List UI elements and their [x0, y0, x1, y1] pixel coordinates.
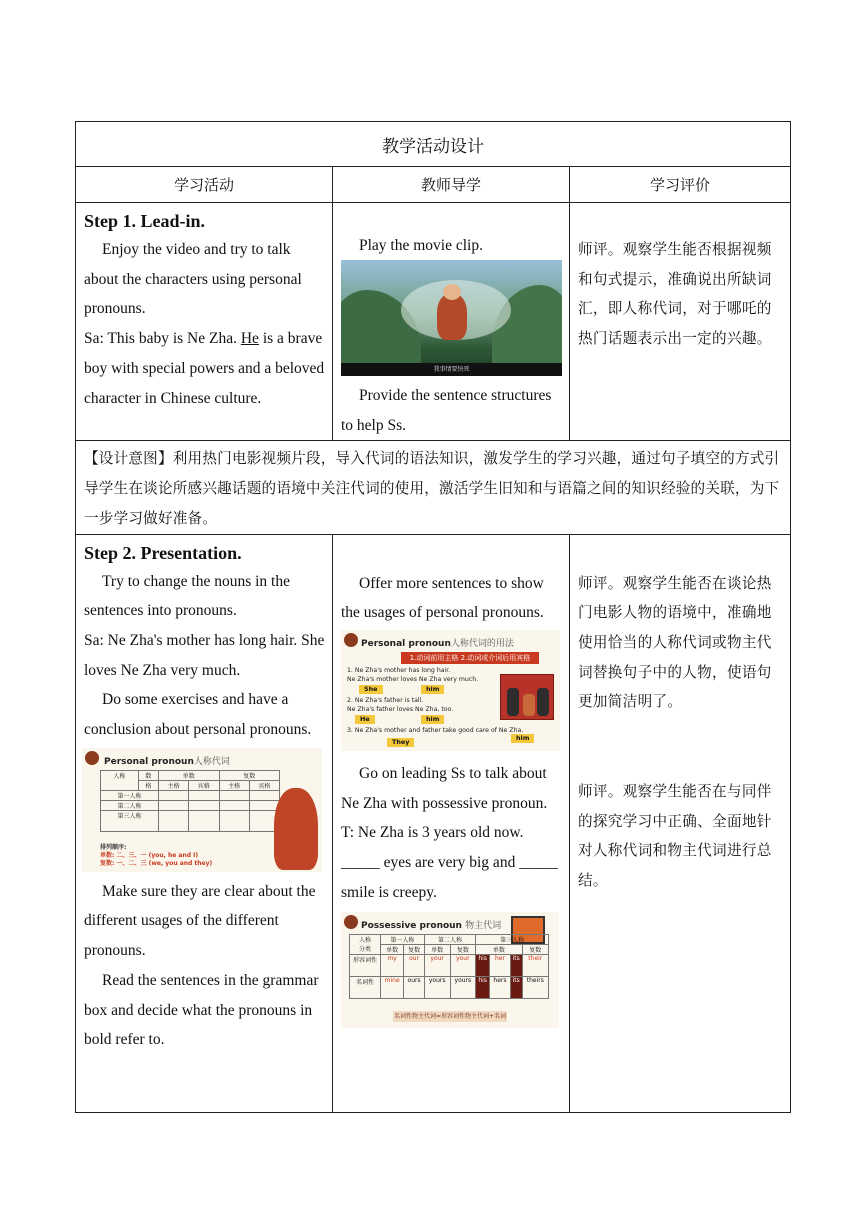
step2-heading: Step 2. Presentation. — [84, 542, 242, 563]
step1-guide-cell — [333, 203, 570, 441]
step1-sa-example — [84, 324, 326, 413]
sa-text-start: Sa: This baby is Ne Zha. — [84, 330, 241, 348]
table-title: 教学活动设计 — [76, 122, 791, 167]
personal-pronoun-table: 人称 数 单数 复数 格 主格 宾格 主格 宾格 第一人称 第二人称 第三人称 — [100, 770, 280, 832]
step2-guide-t-example: T: Ne Zha is 3 years old now. _____ eyes are very big and _____ smile is creepy. — [341, 824, 558, 901]
answer-tag: him — [421, 685, 444, 694]
step2-guide-cell — [333, 534, 570, 1112]
mascot-badge-icon — [344, 915, 358, 929]
usage-rule-bar: 1.动词前用主格 2.动词或介词后用宾格 — [401, 652, 539, 664]
ordering-note: 排列顺序: 单数: 二、三、一 (you, he and I) 复数: 一、二、三 (we, you and they) — [100, 843, 213, 867]
step2-sa-example: Sa: Ne Zha's mother has long hair. She loves Ne Zha very much. — [84, 631, 325, 679]
family-scene-image — [500, 674, 554, 720]
mascot-badge-icon — [85, 751, 99, 765]
step1-evaluation: 师评。观察学生能否根据视频和句式提示，准确说出所缺词汇，即人称代词，对于哪吒的热门话题表示出一定的兴趣。 — [578, 241, 772, 348]
answer-tag: She — [359, 685, 383, 694]
sa-text-end: is a brave boy with special powers and a beloved character in Chinese culture. — [84, 330, 325, 407]
personal-pronoun-usage-slide — [341, 630, 560, 751]
step2-activity-text-2: Do some exercises and have a conclusion about personal pronouns. — [84, 691, 312, 739]
step2-activity-cell — [76, 534, 333, 1112]
example-line: Ne Zha's father loves Ne Zha, too. — [347, 705, 454, 713]
answer-tag: him — [511, 734, 534, 743]
design-intent: 【设计意图】利用热门电影视频片段，导入代词的语法知识，激发学生的学习兴趣，通过句子填空的方式引导学生在谈论所感兴趣话题的语境中关注代词的使用，激活学生旧知和与语篇之间的知识经验的关联，为下一步学习做好准备。 — [76, 441, 791, 534]
step2-guide-text-1: Offer more sentences to show the usages of personal pronouns. — [341, 574, 544, 622]
possessive-pronoun-table: 人称 分类 第一人称 第二人称 第三人称 单数 复数 单数 复数 单数 复数 形容词性 my our your your his her its their 名词性 mine ours yours yours his hers its theirs — [349, 934, 549, 999]
personal-pronoun-table-slide — [82, 748, 322, 872]
step1-activity-cell — [76, 203, 333, 441]
slide-title: Personal pronoun人称代词 — [104, 756, 230, 767]
mascot-badge-icon — [344, 633, 358, 647]
step1-guide-text: Play the movie clip. — [359, 237, 483, 254]
possessive-pronoun-slide — [341, 912, 559, 1028]
step2-activity-text-3: Make sure they are clear about the different usages of the different pronouns. — [84, 882, 316, 960]
step1-eval-cell — [570, 203, 791, 441]
header-learning-activity: 学习活动 — [76, 167, 333, 203]
answer-tag: He — [355, 715, 375, 724]
step2-guide-text-2: Go on leading Ss to talk about Ne Zha with possessive pronoun. — [341, 764, 548, 812]
movie-subtitle: 我事情要快死 — [341, 363, 562, 376]
step2-activity-text-1: Try to change the nouns in the sentences into pronouns. — [84, 572, 290, 620]
step1-guide-text-2: Provide the sentence structures to help Ss. — [341, 387, 552, 434]
example-line: 1. Ne Zha's mother has long hair. — [347, 666, 451, 674]
example-line: 2. Ne Zha's father is tall. — [347, 696, 424, 704]
step1-activity-text: Enjoy the video and try to talk about the characters using personal pronouns. — [84, 241, 302, 318]
example-line: Ne Zha's mother loves Ne Zha very much. — [347, 675, 479, 683]
activity-design-table — [75, 121, 791, 1113]
answer-tag: him — [421, 715, 444, 724]
header-learning-evaluation: 学习评价 — [570, 167, 791, 203]
step2-activity-text-4: Read the sentences in the grammar box and decide what the pronouns in bold refer to. — [84, 971, 319, 1049]
ne-zha-mascot — [274, 788, 318, 870]
step2-evaluation-2: 师评。观察学生能否在与同伴的探究学习中正确、全面地针对人称代词和物主代词进行总结。 — [578, 783, 772, 890]
possessive-rule-footer: 名词性物主代词=形容词性物主代词+名词 — [393, 1013, 507, 1021]
step1-heading: Step 1. Lead-in. — [84, 211, 206, 231]
step2-evaluation-1: 师评。观察学生能否在谈论热门电影人物的语境中，准确地使用恰当的人称代词或物主代词替换句子中的人物，使语句更加简洁明了。 — [578, 574, 772, 711]
sa-pronoun-underlined: He — [240, 330, 259, 348]
movie-clip-still — [341, 260, 562, 376]
header-corner: 人称 分类 — [350, 935, 381, 955]
step2-eval-cell — [570, 534, 791, 1112]
slide-title: Possessive pronoun 物主代词 — [361, 921, 502, 932]
header-teacher-guidance: 教师导学 — [333, 167, 570, 203]
ne-zha-figure — [437, 294, 467, 340]
slide-title: Personal pronoun人称代词的用法 — [361, 638, 514, 649]
answer-tag: They — [387, 738, 414, 747]
example-line: 3. Ne Zha's mother and father take good care of Ne Zha. — [347, 726, 524, 734]
